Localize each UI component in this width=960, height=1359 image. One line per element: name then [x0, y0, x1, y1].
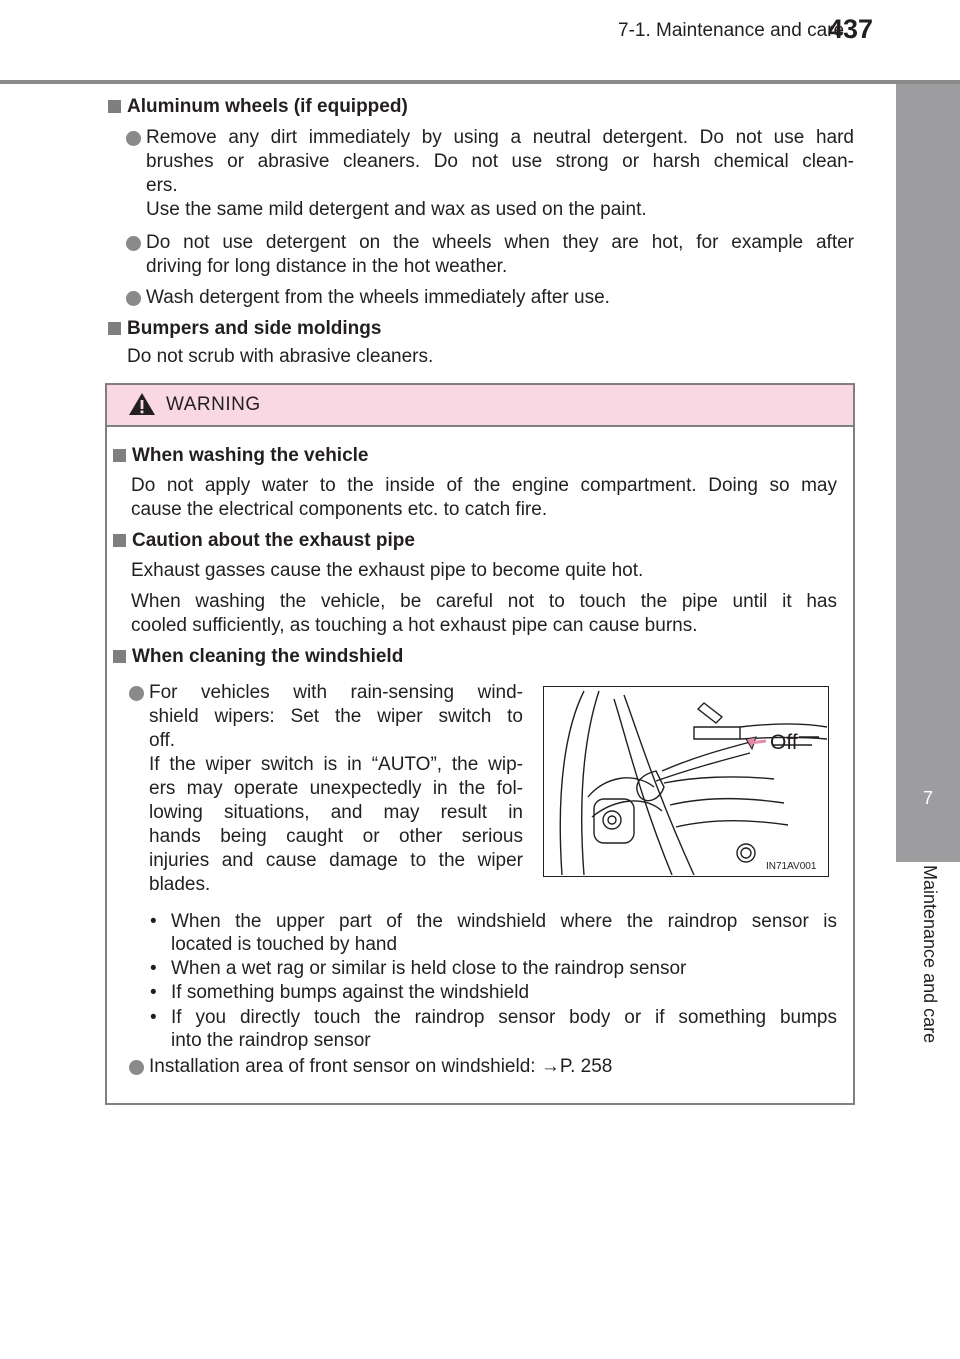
round-bullet-icon: [126, 236, 141, 251]
sub-bullet-1-line-2: located is touched by hand: [171, 934, 398, 955]
aluminum-bullet-2-line-1: Do not use detergent on the wheels when they are hot, for example after: [146, 232, 854, 253]
exhaust-line-1: Exhaust gasses cause the exhaust pipe to become quite hot.: [131, 560, 644, 581]
sub-bullet-marker: •: [150, 982, 157, 1003]
aluminum-bullet-1-line-3: ers.: [146, 175, 178, 196]
round-bullet-icon: [129, 1060, 144, 1075]
aluminum-bullet-1-line-4: Use the same mild detergent and wax as used on the paint.: [146, 199, 647, 220]
warning-title: WARNING: [166, 394, 261, 415]
warning-heading-windshield: When cleaning the windshield: [113, 645, 403, 669]
bumpers-text: Do not scrub with abrasive cleaners.: [127, 346, 434, 367]
side-tab-number: 7: [922, 788, 933, 808]
chapter-title: 7-1. Maintenance and care: [618, 20, 845, 41]
square-bullet-icon: [113, 449, 126, 462]
round-bullet-icon: [129, 686, 144, 701]
sub-bullet-marker: •: [150, 911, 157, 932]
windshield-text-line-3: off.: [149, 730, 176, 751]
square-bullet-icon: [108, 100, 121, 113]
exhaust-line-3: cooled sufficiently, as touching a hot exhaust pipe can cause burns.: [131, 615, 698, 636]
washing-line-2: cause the electrical components etc. to catch fire.: [131, 499, 548, 520]
header-divider: [0, 80, 960, 84]
sub-bullet-3: If something bumps against the windshield: [171, 982, 530, 1003]
sub-bullet-4-line-2: into the raindrop sensor: [171, 1030, 371, 1051]
aluminum-bullet-2-line-2: driving for long distance in the hot weather.: [146, 256, 508, 277]
exhaust-line-2: When washing the vehicle, be careful not to touch the pipe until it has: [131, 591, 837, 612]
square-bullet-icon: [108, 322, 121, 335]
sub-bullet-2: When a wet rag or similar is held close to the raindrop sensor: [171, 958, 687, 979]
section-heading-aluminum: Aluminum wheels (if equipped): [108, 95, 408, 119]
windshield-text-line-4: If the wiper switch is in “AUTO”, the wip-: [149, 754, 523, 775]
sub-bullet-1-line-1: When the upper part of the windshield where the raindrop sensor is: [171, 911, 837, 932]
wiper-switch-illustration: [543, 686, 829, 877]
aluminum-bullet-1-line-1: Remove any dirt immediately by using a neutral detergent. Do not use hard: [146, 127, 854, 148]
aluminum-bullet-3: Wash detergent from the wheels immediately after use.: [146, 287, 610, 308]
page-number: 437: [828, 14, 874, 44]
side-tab-label: [896, 865, 960, 1100]
install-area-text: Installation area of front sensor on windshield: →P. 258: [149, 1056, 613, 1077]
windshield-text-line-8: injuries and cause damage to the wiper: [149, 850, 523, 871]
chapter-side-tab[interactable]: [896, 84, 960, 862]
warning-triangle-icon: [128, 392, 156, 416]
windshield-text-line-9: blades.: [149, 874, 211, 895]
side-tab-label-text: Maintenance and care: [920, 865, 940, 1044]
round-bullet-icon: [126, 291, 141, 306]
sub-bullet-4-line-1: If you directly touch the raindrop sensor body or if something bumps: [171, 1007, 837, 1028]
square-bullet-icon: [113, 650, 126, 663]
sub-bullet-marker: •: [150, 958, 157, 979]
warning-heading-exhaust: Caution about the exhaust pipe: [113, 529, 415, 553]
windshield-text-line-2: shield wipers: Set the wiper switch to: [149, 706, 523, 727]
windshield-text-line-6: lowing situations, and may result in: [149, 802, 523, 823]
page-reference-link[interactable]: →P. 258: [540, 1056, 613, 1077]
windshield-text-line-1: For vehicles with rain-sensing wind-: [149, 682, 523, 703]
windshield-text-line-7: hands being caught or other serious: [149, 826, 523, 847]
square-bullet-icon: [113, 534, 126, 547]
figure-code: IN71AV001: [766, 861, 817, 872]
section-heading-bumpers: Bumpers and side moldings: [108, 317, 381, 341]
figure-off-label: Off: [770, 731, 798, 754]
aluminum-bullet-1-line-2: brushes or abrasive cleaners. Do not use strong or harsh chemical clean-: [146, 151, 854, 172]
warning-heading-washing: When washing the vehicle: [113, 444, 369, 468]
washing-line-1: Do not apply water to the inside of the engine compartment. Doing so may: [131, 475, 837, 496]
round-bullet-icon: [126, 131, 141, 146]
windshield-text-line-5: ers may operate unexpectedly in the fol-: [149, 778, 523, 799]
steering-wheel-illustration: [544, 687, 827, 875]
sub-bullet-marker: •: [150, 1007, 157, 1028]
